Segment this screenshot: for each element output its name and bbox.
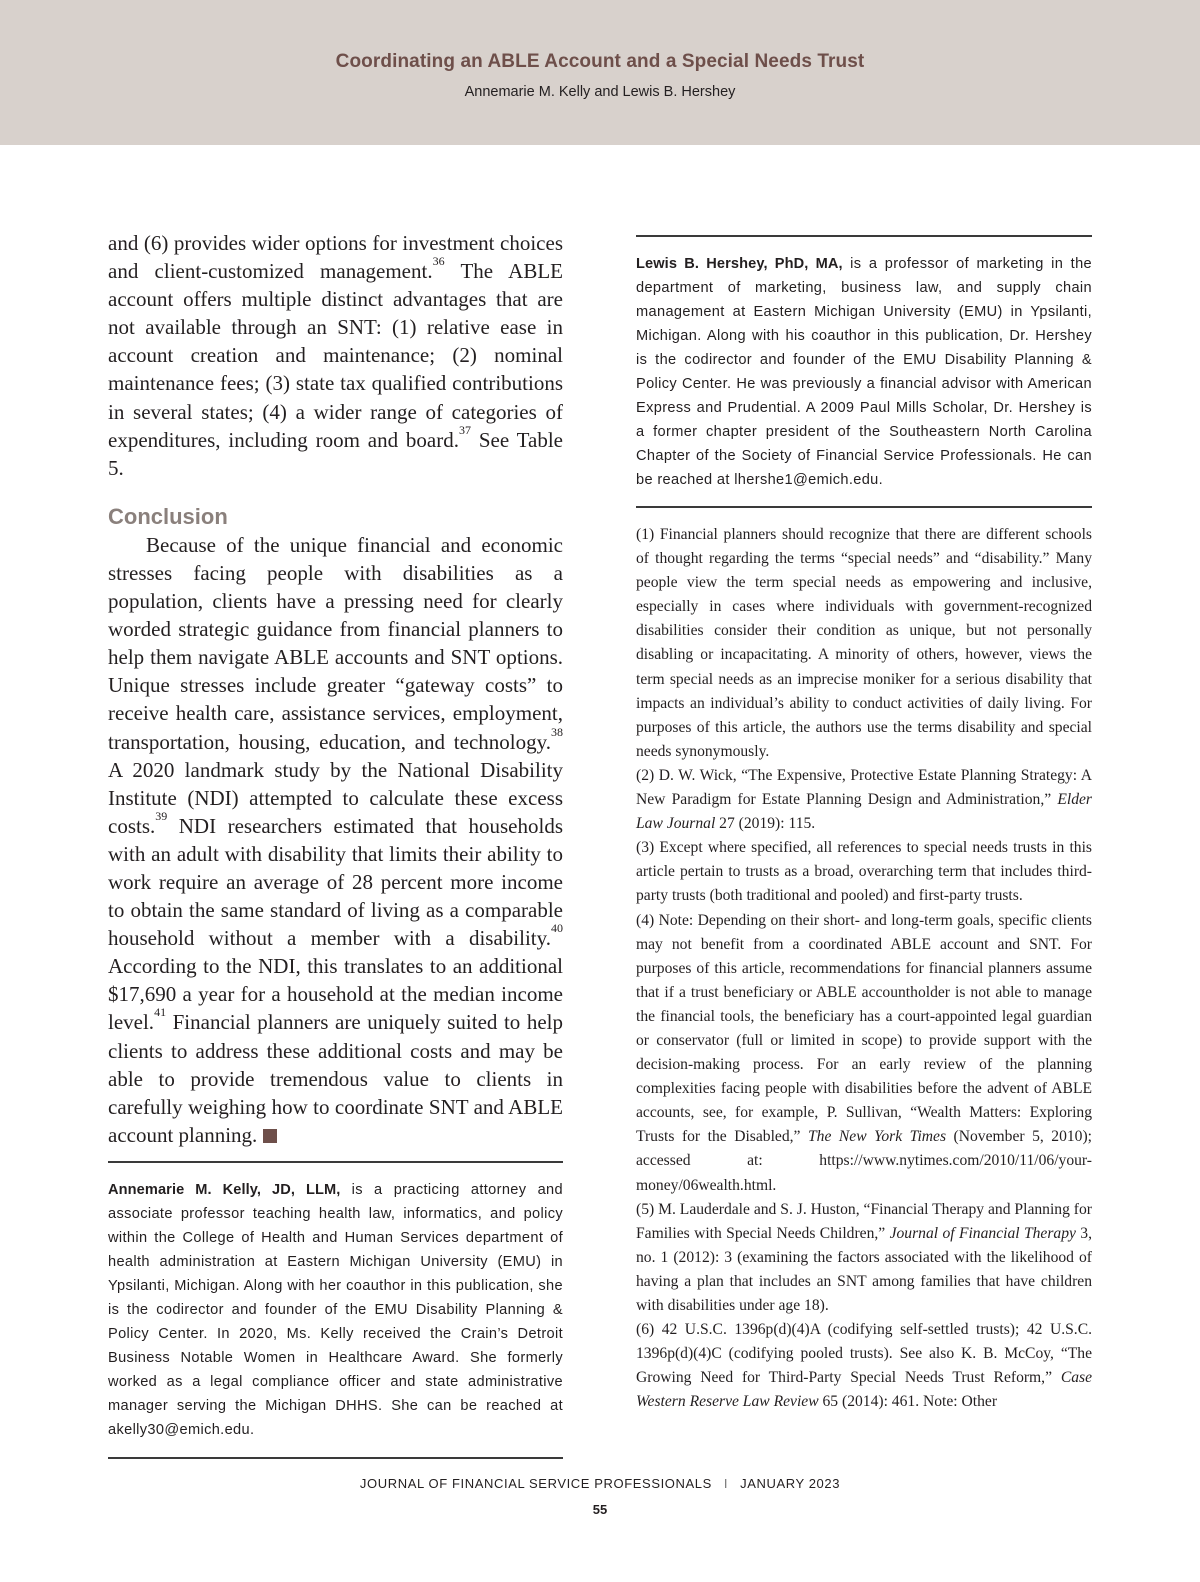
article-authors: Annemarie M. Kelly and Lewis B. Hershey bbox=[464, 84, 736, 100]
footer-date: JANUARY 2023 bbox=[740, 1476, 841, 1491]
footer-journal-name: JOURNAL OF FINANCIAL SERVICE PROFESSIONALS bbox=[359, 1476, 712, 1491]
bio-text-hershey: is a professor of marketing in the department of marketing, business law, and supply chain management at Eastern Michigan University (EMU) in Ypsilanti, Michigan. Along with his coauthor in this publication, Dr. Hershey is the codirector and founder of the EMU Disability Planning & Policy Center. He was previously a financial advisor with American Express and Prudential. A 2009 Paul Mills Scholar, Dr. Hershey is a former chapter president of the Southeastern North Carolina Chapter of the Society of Financial Service Professionals. He can be reached at lhershe1@emich.edu. bbox=[636, 256, 1093, 488]
endnote-text: (2) D. W. Wick, “The Expensive, Protective Estate Planning Strategy: A New Paradigm for Estate Planning Design and Administration,” bbox=[636, 766, 1092, 809]
intro-text: The ABLE account offers multiple distinct advantages that are not available through an SNT: (1) relative ease in account creation and maintenance; (2) nominal maintenance fees; (3) state tax qualified contributions in several states; (4) a wider range of categories of expenditures, including room and board. bbox=[108, 259, 563, 452]
footnote-ref-41: 41 bbox=[154, 1005, 167, 1020]
endnote-5 bbox=[636, 1198, 1092, 1318]
intro-text: and (6) provides wider options for investment choices and client-customized management. bbox=[108, 231, 563, 284]
endnote-text: (6) 42 U.S.C. 1396p(d)(4)A (codifying self-settled trusts); 42 U.S.C. 1396p(d)(4)C (codifying pooled trusts). See also K. B. McCoy, “The Growing Need for Third-Party Special Needs Trust Reform,” bbox=[636, 1321, 1092, 1387]
conclusion-text: Financial planners are uniquely suited to help clients to address these additional costs and may be able to provide tremendous value to clients in carefully weighing how to coordinate SNT and ABLE account planning. bbox=[108, 1010, 563, 1147]
end-of-article-mark bbox=[263, 1129, 277, 1143]
conclusion-text: A 2020 landmark study by the National Disability Institute (NDI) attempted to calculate these excess costs. bbox=[108, 757, 563, 838]
endnote-text: 65 (2014): 461. Note: Other bbox=[818, 1393, 998, 1411]
footer-journal-line bbox=[0, 1476, 1200, 1491]
footnote-ref-37: 37 bbox=[459, 422, 472, 437]
bio-text-kelly: is a practicing attorney and associate professor teaching health law, informatics, and policy within the College of Health and Human Services department of health administration at Eastern Michigan University (EMU) in Ypsilanti, Michigan. Along with her coauthor in this publication, she is the codirector and founder of the EMU Disability Planning & Policy Center. In 2020, Ms. Kelly received the Crain’s Detroit Business Notable Women in Healthcare Award. She formerly worked as a legal compliance officer and state administrative manager serving the Michigan DHHS. She can be reached at akelly30@emich.edu. bbox=[108, 1181, 563, 1438]
endnote-3: (3) Except where specified, all references to special needs trusts in this article pertain to trusts as a broad, overarching term that includes third-party trusts (both traditional and pooled) and first-party trusts. bbox=[636, 839, 1092, 905]
endnote-2 bbox=[636, 764, 1092, 836]
endnote-journal-title: The New York Times bbox=[807, 1128, 947, 1146]
footnote-ref-36: 36 bbox=[432, 254, 445, 269]
article-title: Coordinating an ABLE Account and a Special Needs Trust bbox=[335, 51, 865, 72]
divider-line bbox=[108, 1457, 563, 1459]
endnote-journal-title: Elder Law Journal bbox=[636, 791, 1092, 833]
conclusion-text: Because of the unique financial and economic stresses facing people with disabilities as a population, clients have a pressing need for clearly worded strategic guidance from financial planners to help them navigate ABLE accounts and SNT options. Unique stresses include greater “gateway costs” to receive health care, assistance services, employment, transportation, housing, education, and technology. bbox=[108, 532, 563, 754]
author-bio-hershey bbox=[636, 237, 1092, 506]
endnote-4 bbox=[636, 909, 1092, 1198]
bio-name-hershey: Lewis B. Hershey, PhD, MA, bbox=[636, 256, 843, 272]
endnote-1: (1) Financial planners should recognize that there are different schools of thought regarding the terms “special needs” and “disability.” Many people view the term special needs as empowering and inclusive, especially in cases where individuals with government-recognized disabilities consider their condition as unique, but not personally disabling or incapacitating. A minority of others, however, views the term special needs as an imprecise moniker for a serious disability that impacts an individual’s ability to conduct activities of daily living. For purposes of this article, the authors use the terms disability and special needs synonymously. bbox=[636, 526, 1092, 760]
intro-paragraph bbox=[108, 229, 563, 482]
footnote-ref-40: 40 bbox=[551, 921, 563, 936]
endnote-journal-title: Case Western Reserve Law Review bbox=[636, 1369, 1092, 1411]
endnote-text: (November 5, 2010); accessed at: https://www.nytimes.com/2010/11/06/your-money/06wealth.html. bbox=[636, 1128, 1092, 1194]
right-column bbox=[636, 235, 1092, 1414]
endnote-text: (5) M. Lauderdale and S. J. Huston, “Financial Therapy and Planning for Families with Special Needs Children,” bbox=[636, 1200, 1092, 1242]
endnotes bbox=[636, 523, 1092, 1414]
footnote-ref-39: 39 bbox=[155, 808, 168, 823]
footer-separator: I bbox=[723, 1476, 729, 1491]
intro-text: See Table 5. bbox=[108, 427, 564, 480]
header-band bbox=[0, 0, 1200, 145]
conclusion-text: NDI researchers estimated that households with an adult with disability that limits their ability to work require an average of 28 percent more income to obtain the same standard of living as a comparable household without a member with a disability. bbox=[108, 813, 563, 951]
endnote-text: (4) Note: Depending on their short- and long-term goals, specific clients may not benefit from a coordinated ABLE account and SNT. For purposes of this article, recommendations for financial planners assume that if a trust beneficiary or ABLE accountholder is not able to manage the financial tools, the beneficiary has a court-appointed legal guardian or conservator (full or limited in scope) to provide support with the decision-making process. For an early review of the planning complexities facing people with disabilities before the advent of ABLE accounts, see, for example, P. Sullivan, “Wealth Matters: Exploring Trusts for the Disabled,” bbox=[636, 911, 1092, 1146]
conclusion-text: According to the NDI, this translates to an additional $17,690 a year for a household at the median income level. bbox=[108, 954, 563, 1035]
endnote-text: 27 (2019): 115. bbox=[715, 815, 816, 833]
left-column bbox=[108, 229, 563, 1459]
endnote-journal-title: Journal of Financial Therapy bbox=[889, 1224, 1076, 1242]
endnote-text: 3, no. 1 (2012): 3 (examining the factors associated with the likelihood of having a plan that includes an SNT among families that have children with disabilities under age 18). bbox=[636, 1224, 1093, 1314]
conclusion-paragraph bbox=[108, 531, 563, 1149]
bio-name-kelly: Annemarie M. Kelly, JD, LLM, bbox=[108, 1181, 341, 1198]
divider-line bbox=[636, 506, 1092, 508]
page-number: 55 bbox=[592, 1502, 608, 1517]
author-bio-kelly bbox=[108, 1163, 563, 1457]
footnote-ref-38: 38 bbox=[551, 724, 563, 739]
endnote-6 bbox=[636, 1318, 1092, 1414]
conclusion-heading: Conclusion bbox=[108, 503, 228, 529]
